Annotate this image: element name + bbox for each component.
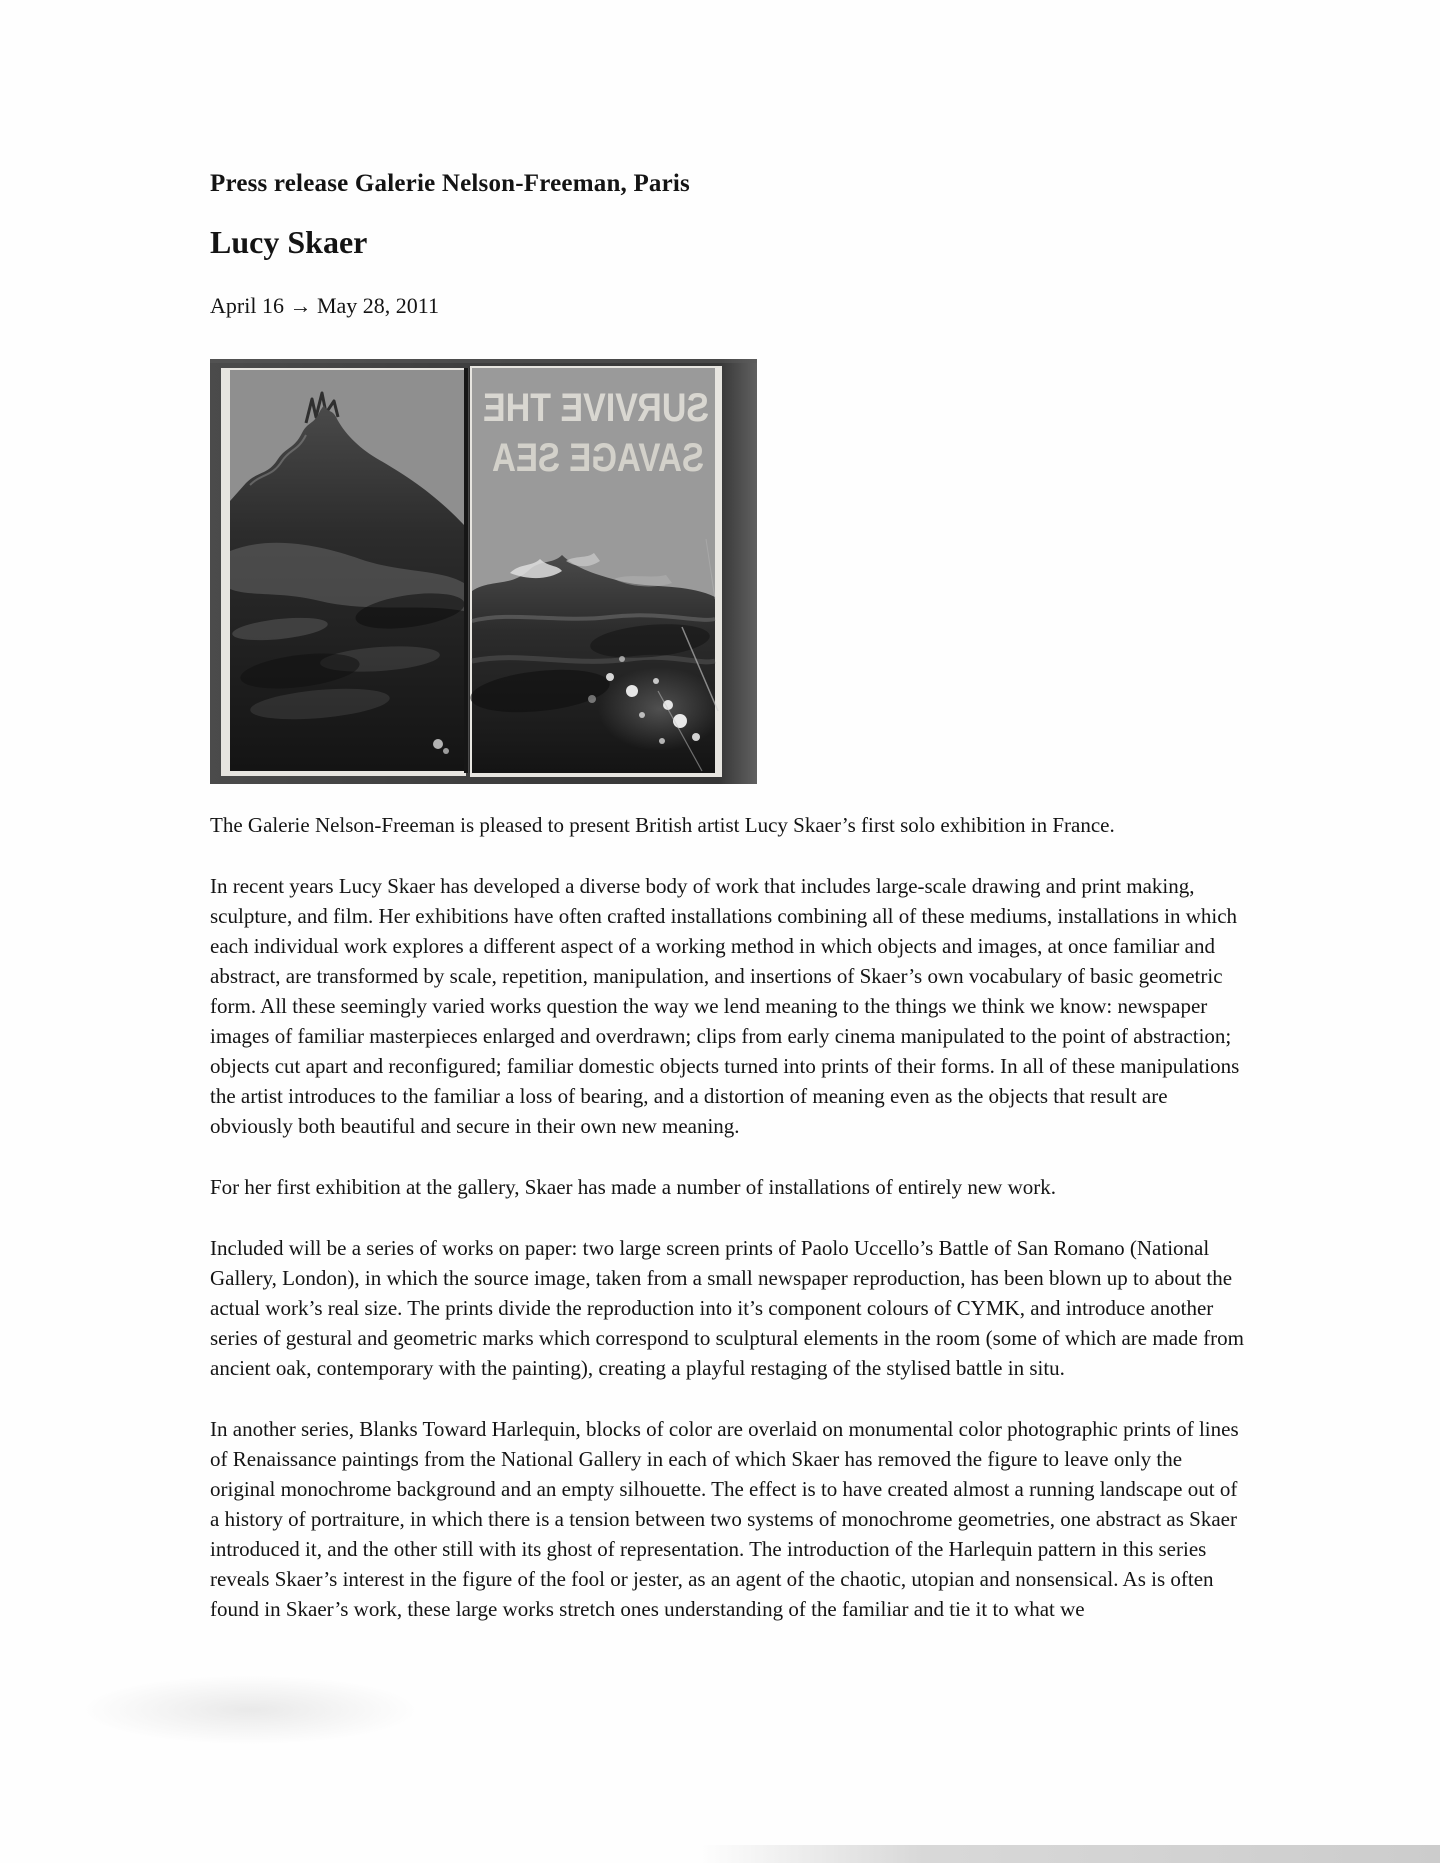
artwork-image (210, 359, 757, 784)
body-paragraph-1: The Galerie Nelson-Freeman is pleased to present British artist Lucy Skaer’s first solo exhibition in France. (210, 813, 1115, 837)
left-book-cover (221, 368, 467, 776)
cover-title-line2: SAVAGE SEA (492, 436, 704, 480)
artist-name-heading: Lucy Skaer (210, 224, 368, 260)
cover-title-line1: SURVIVE THE (483, 386, 709, 430)
body-paragraph-3: For her first exhibition at the gallery, Skaer has made a number of installations of entirely new work. (210, 1175, 1056, 1199)
press-release-header: Press release Galerie Nelson-Freeman, Paris (210, 170, 690, 197)
exhibition-dates: April 16 → May 28, 2011 (210, 293, 439, 318)
body-paragraph-5: In another series, Blanks Toward Harlequin, blocks of color are overlaid on monumental color photographic prints of lines of Renaissance paintings from the National Gallery in each of which Skaer has removed the figure to leave only the original monochrome background and an empty silhouette. The effect is to have created almost a running landscape out of a history of portraiture, in which there is a tension between two systems of monochrome geometries, one abstract as Skaer introduced it, and the other still with its ghost of representation. The introduction of the Harlequin pattern in this series reveals Skaer’s interest in the figure of the fool or jester, as an agent of the chaotic, utopian and nonsensical. As is often found in Skaer’s work, these large works stretch ones understanding of the familiar and tie it to what we (210, 1417, 1239, 1621)
right-book-cover (468, 366, 722, 777)
body-paragraph-4: Included will be a series of works on paper: two large screen prints of Paolo Uccello’s Battle of San Romano (National Gallery, London), in which the source image, taken from a small newspaper reproduction, has been blown up to about the actual work’s real size. The prints divide the reproduction into it’s component colours of CYMK, and introduce another series of gestural and geometric marks which correspond to sculptural elements in the room (some of which are made from ancient oak, contemporary with the painting), creating a playful restaging of the stylised battle in situ. (210, 1236, 1244, 1380)
scan-smudge (80, 1675, 420, 1745)
body-paragraph-2: In recent years Lucy Skaer has developed a diverse body of work that includes large-scale drawing and print making, sculpture, and film. Her exhibitions have often crafted installations combining all of these mediums, installations in which each individual work explores a different aspect of a working method in which objects and images, at once familiar and abstract, are transformed by scale, repetition, manipulation, and insertions of Skaer’s own vocabulary of basic geometric form. All these seemingly varied works question the way we lend meaning to the things we think we know: newspaper images of familiar masterpieces enlarged and overdrawn; clips from early cinema manipulated to the point of abstraction; objects cut apart and reconfigured; familiar domestic objects turned into prints of their forms. In all of these manipulations the artist introduces to the familiar a loss of bearing, and a distortion of meaning even as the objects that result are obviously both beautiful and secure in their own new meaning. (210, 874, 1240, 1138)
ocean-photo-svg (210, 359, 757, 784)
scan-smudge (700, 1845, 1440, 1863)
